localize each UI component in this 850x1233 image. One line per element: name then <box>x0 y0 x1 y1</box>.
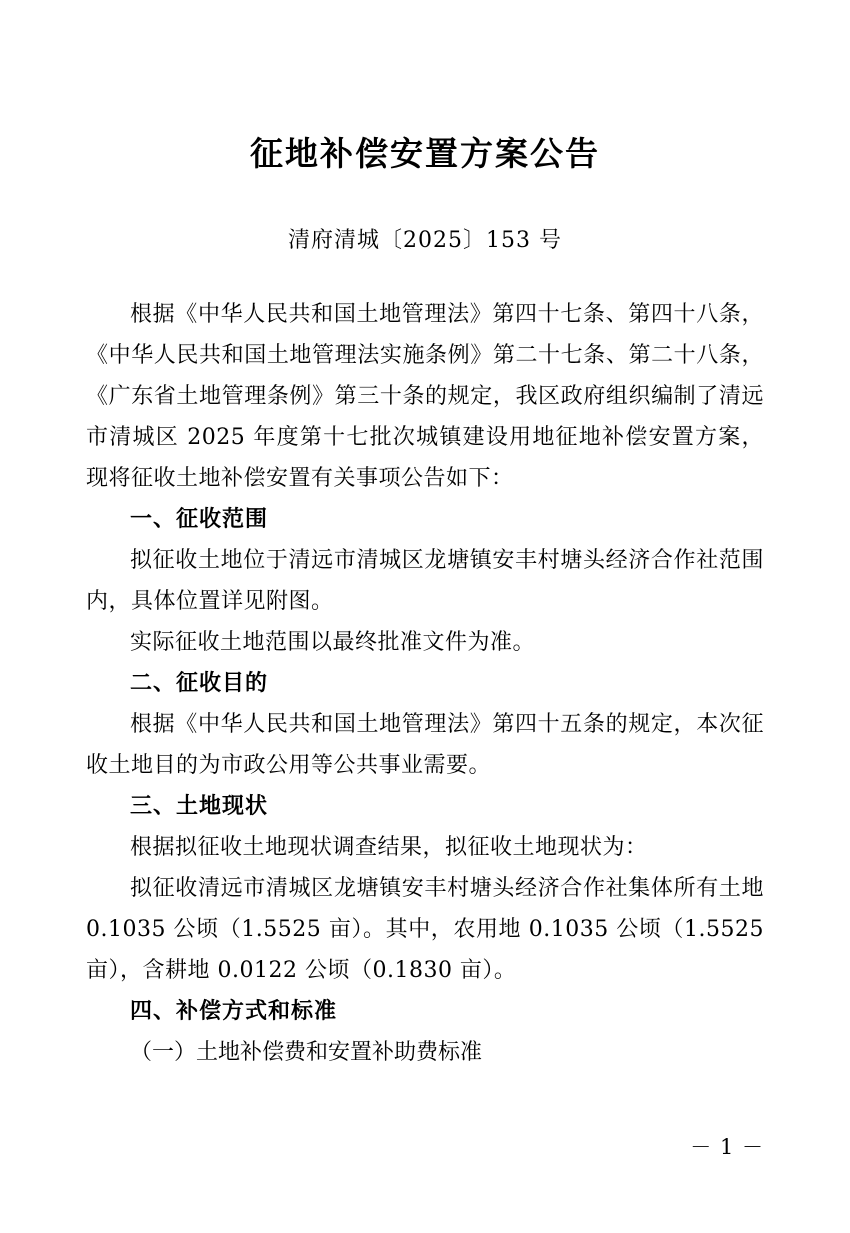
section-1-paragraph-1: 拟征收土地位于清远市清城区龙塘镇安丰村塘头经济合作社范围内，具体位置详见附图。 <box>86 548 764 614</box>
page-title: 征地补偿安置方案公告 <box>250 134 600 173</box>
section-2-paragraph-1: 根据《中华人民共和国土地管理法》第四十五条的规定，本次征收土地目的为市政公用等公共事业需要。 <box>86 712 764 778</box>
section-4-subheading-1: （一）土地补偿费和安置补助费标准 <box>130 1040 483 1065</box>
section-heading-1: 一、征收范围 <box>130 506 269 532</box>
section-3-paragraph-1: 根据拟征收土地现状调查结果，拟征收土地现状为： <box>130 835 648 860</box>
section-heading-3: 三、土地现状 <box>130 793 269 819</box>
document-number: 清府清城〔2025〕153 号 <box>288 228 562 253</box>
page-number: － 1 － <box>690 1135 764 1159</box>
section-1-paragraph-2: 实际征收土地范围以最终批准文件为准。 <box>130 630 536 655</box>
preamble-paragraph: 根据《中华人民共和国土地管理法》第四十七条、第四十八条，《中华人民共和国土地管理法实施条例》第二十七条、第二十八条，《广东省土地管理条例》第三十条的规定，我区政府组织编制了清远市清城区 2025 年度第十七批次城镇建设用地征地补偿安置方案，现将征收土地补偿安置有关事项公告如下： <box>86 302 764 491</box>
section-heading-2: 二、征收目的 <box>130 670 269 696</box>
section-3-paragraph-2: 拟征收清远市清城区龙塘镇安丰村塘头经济合作社集体所有土地 0.1035 公顷（1.5525 亩）。其中，农用地 0.1035 公顷（1.5525 亩），含耕地 0.0122 公顷（0.1830 亩）。 <box>86 876 764 983</box>
section-heading-4: 四、补偿方式和标准 <box>130 998 338 1024</box>
